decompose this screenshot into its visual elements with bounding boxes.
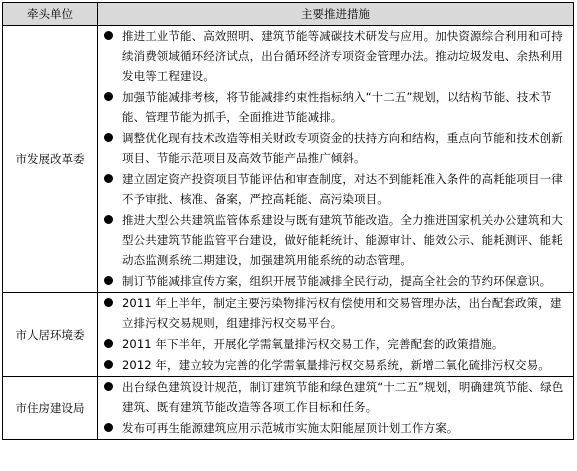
measures-table (2, 2, 574, 440)
measure-text: 推进大型公共建筑监管体系建设与既有建筑节能改造。全力推进国家机关办公建筑和大型公共建筑节能监管平台建设，做好能耗统计、能源审计、能效公示、能耗测评、能耗动态监测系统二期建设，加强建筑用能系统的动态管理。 (122, 213, 563, 267)
list-item (98, 418, 573, 439)
measure-text: 建立固定资产投资项目节能评估和审查制度，对达不到能耗准入条件的高耗能项目一律不予审批、核准、备案，严控高耗能、高污染项目。 (122, 172, 563, 206)
measure-text: 制订节能减排宣传方案，组织开展节能减排全民行动，提高全社会的节约环保意识。 (122, 274, 552, 288)
list-item (98, 26, 573, 87)
measure-text: 推进工业节能、高效照明、建筑节能等减碳技术研发与应用。加快资源综合利用和可持续消费领域循环经济试点，出台循环经济专项资金管理办法。推动垃圾发电、余热利用发电等工程建设。 (122, 29, 563, 83)
bullet-icon (104, 298, 113, 307)
table-row (3, 293, 574, 377)
measure-text: 加强节能减排考核，将节能减排约束性指标纳入“十二五”规划，以结构节能、技术节能、管理节能为抓手，全面推进节能减排。 (122, 90, 552, 124)
measure-list (98, 293, 573, 376)
bullet-icon (104, 174, 113, 183)
bullet-icon (104, 31, 113, 40)
list-item (98, 293, 573, 334)
bullet-icon (104, 339, 113, 348)
list-item (98, 355, 573, 376)
measure-text: 调整优化现有技术改造等相关财政专项资金的扶持方向和结构，重点向节能和技术创新项目、节能示范项目及高效节能产品推广倾斜。 (122, 131, 563, 165)
measure-text: 2011 年下半年，开展化学需氧量排污权交易工作，完善配套的政策措施。 (122, 337, 504, 351)
measure-list (98, 377, 573, 439)
measures-cell (98, 26, 574, 293)
header-row (3, 3, 574, 26)
list-item (98, 334, 573, 355)
bullet-icon (104, 360, 113, 369)
bullet-icon (104, 133, 113, 142)
table-row (3, 377, 574, 440)
bullet-icon (104, 382, 113, 391)
list-item (98, 271, 573, 292)
measure-text: 2011 年上半年，制定主要污染物排污权有偿使用和交易管理办法，出台配套政策，建立排污权交易规则，组建排污权交易平台。 (122, 296, 562, 330)
measure-list (98, 26, 573, 292)
lead-unit-cell: 市住房建设局 (3, 377, 98, 440)
bullet-icon (104, 276, 113, 285)
list-item (98, 128, 573, 169)
header-lead-unit: 牵头单位 (3, 3, 98, 26)
measure-text: 发布可再生能源建筑应用示范城市实施太阳能屋顶计划工作方案。 (122, 421, 459, 435)
bullet-icon (104, 92, 113, 101)
list-item (98, 377, 573, 418)
bullet-icon (104, 215, 113, 224)
header-main-measures: 主要推进措施 (98, 3, 574, 26)
list-item (98, 169, 573, 210)
measures-cell (98, 293, 574, 377)
measure-text: 出台绿色建筑设计规范，制订建筑节能和绿色建筑“十二五”规划，明确建筑节能、绿色建筑、既有建筑节能改造等各项工作目标和任务。 (122, 380, 564, 414)
lead-unit-cell: 市发展改革委 (3, 26, 98, 293)
measure-text: 2012 年，建立较为完善的化学需氧量排污权交易系统，新增二氧化硫排污权交易。 (122, 358, 550, 372)
list-item (98, 210, 573, 271)
list-item (98, 87, 573, 128)
table-row (3, 26, 574, 293)
lead-unit-cell: 市人居环境委 (3, 293, 98, 377)
bullet-icon (104, 423, 113, 432)
measures-cell (98, 377, 574, 440)
